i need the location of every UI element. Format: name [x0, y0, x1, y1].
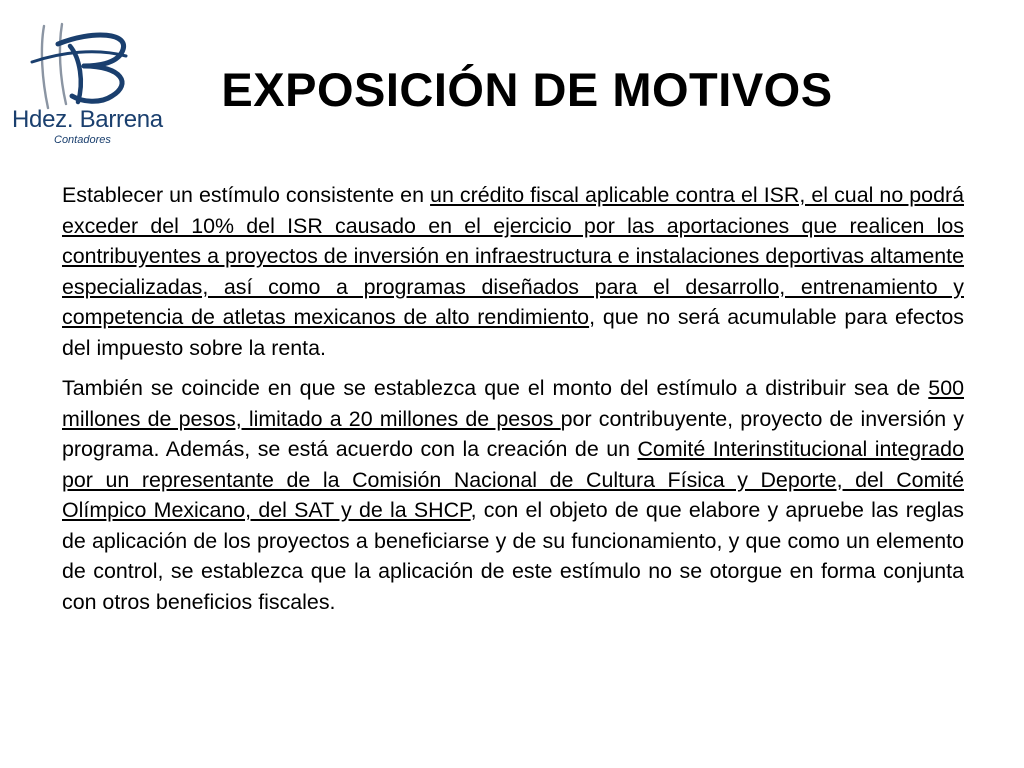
slide-body: [62, 180, 964, 627]
paragraph1-intro: Establecer un estímulo consistente en: [62, 183, 431, 207]
paragraph2-committee: Comité Interinstitucional integrado por un representante de la Comisión Nacional de Cultura Física y Deporte, del Comité Olímpico Mexicano, del SAT y de la SHCP: [62, 437, 964, 522]
paragraph1-closing: , que no será acumulable para efectos del impuesto sobre la renta.: [62, 305, 964, 360]
logo-subtitle: Contadores: [54, 134, 111, 146]
paragraph2-amount: 500 millones de pesos, limitado a 20 millones de pesos: [62, 376, 964, 431]
paragraph-amount-committee: [62, 373, 964, 617]
paragraph1-credit-description: un crédito fiscal aplicable contra el ISR, el cual no podrá exceder del 10% del ISR causado en el ejercicio por las aportaciones que realicen los contribuyentes a proyectos de inversión en infraestructura e instalaciones deportivas altamente especializadas, así como a programas diseñados para el desarrollo, entrenamiento y competencia de atletas mexicanos de alto rendimiento: [62, 183, 964, 329]
logo-company-name: Hdez. Barrena: [12, 106, 163, 133]
paragraph-credit: [62, 180, 964, 363]
paragraph2-closing: , con el objeto de que elabore y apruebe las reglas de aplicación de los proyectos a beneficiarse y de su funcionamiento, y que como un elemento de control, se establezca que la aplicación de este estímulo no se otorgue en forma conjunta con otros beneficios fiscales.: [62, 498, 964, 614]
paragraph2-middle: por contribuyente, proyecto de inversión y programa. Además, se está acuerdo con la creación de un: [62, 406, 964, 461]
page-title: EXPOSICIÓN DE MOTIVOS: [221, 63, 833, 116]
paragraph2-intro: También se coincide en que se establezca que el monto del estímulo a distribuir sea de: [62, 376, 929, 400]
